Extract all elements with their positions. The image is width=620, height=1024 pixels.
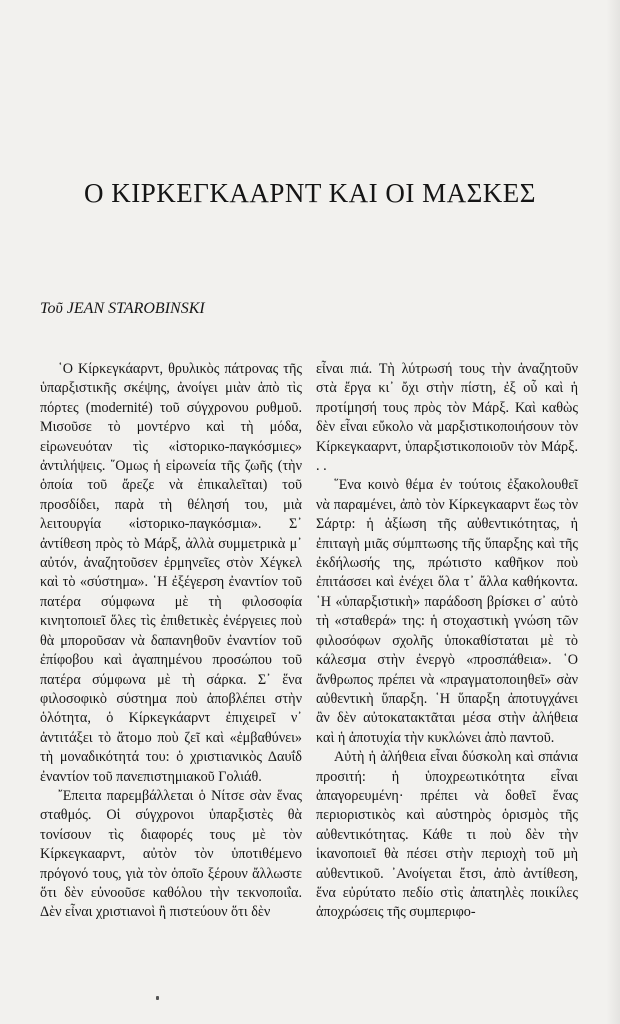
page-speck [156,996,159,1000]
paragraph: ῎Επειτα παρεμβάλλεται ὁ Νίτσε σὰν ἕνας σταθμός. Οἱ σύγχρονοι ὑπαρξιστὲς θὰ τονίσουν τὶς διαφορές τους μὲ τὸν Κίρκεγκααρντ, αὐτὸν τὸν ὑποτιθέμενο πρόγονό τους, γιὰ τὸν ὁποῖο ξέρουν ἄλλωστε ὅτι δὲν εὐνοοῦσε καθόλου τὴν τεκνοποιΐα. Δὲν εἶναι χριστιανοὶ ἢ πιστεύουν ὅτι δὲν [40,787,302,921]
paragraph: εἶναι πιά. Τὴ λύτρωσή τους τὴν ἀναζητοῦν στὰ ἔργα κι᾿ ὄχι στὴν πίστη, ἐξ οὗ καὶ ἡ προτίμησή τους πρὸς τὸν Μάρξ. Καὶ καθὼς δὲν εἶναι εὔκολο νὰ μαρξιστικοποιήσουν τὸν Κίρκεγκααρντ, ὑπαρξιστικοποιοῦν τὸν Μάρξ. . . [316,361,578,475]
paragraph: Αὐτὴ ἡ ἀλήθεια εἶναι δύσκολη καὶ σπάνια προσιτή: ἡ ὑποχρεωτικότητα εἶναι ἀπαγορευμένη· πρέπει νὰ δοθεῖ ἕνας περιοριστικὸς καὶ αὐστηρὸς ὁρισμὸς τῆς αὐθεντικότητας. Κάθε τι ποὺ δὲν τὴν ἱκανοποιεῖ θὰ πέσει στὴν περιοχὴ τοῦ μὴ αὐθεντικοῦ. ᾿Ανοίγεται ἔτσι, ἀπὸ ἀντίθεση, ἕνα εὐρύτατο πεδίο στὶς ἀπατηλὲς ποικίλες ἀποχρώσεις τῆς συμπεριφο- [316,749,578,921]
article-title: Ο ΚΙΡΚΕΓΚΑΑΡΝΤ ΚΑΙ ΟΙ ΜΑΣΚΕΣ [83,178,537,208]
left-text-column [40,360,302,923]
paragraph: ῞Ενα κοινὸ θέμα ἐν τούτοις ἐξακολουθεῖ νὰ παραμένει, ἀπὸ τὸν Κίρκεγκααρντ ἕως τὸν Σάρτρ: ἡ ἀξίωση τῆς αὐθεντικότητας, ἡ ἐπιταγὴ μιᾶς σύμπτωσης τῆς ὕπαρξης καὶ τῆς ἐκδήλωσής της, πρώτιστο καθῆκον ποὺ ἐπιτάσσει καὶ ἐνέχει ὅλα τ᾿ ἄλλα καθήκοντα. ῾Η «ὑπαρξιστικὴ» παράδοση βρίσκει σ᾿ αὐτὸ τὴ «σταθερά» της: ἡ στοχαστικὴ γνώση τῶν φιλοσόφων σχολῆς ὑποκαθίσταται μὲ τὸ κάλεσμα στὴν ἐνεργὸ «προσπάθεια». ῾Ο ἄνθρωπος πρέπει νὰ «πραγματοποιηθεῖ» σὰν αὐθεντικὴ ὕπαρξη. ῾Η ὕπαρξη ἀποτυγχάνει ἂν δὲν αὐτοκατακτᾶται μέσα στὴν ἀλήθεια καὶ ἡ ἀποτυχία τὴν κυκλώνει ἀπὸ παντοῦ. [316,477,578,746]
article-byline: Τοῦ JEAN STAROBINSKI [40,300,205,317]
paragraph: ῾Ο Κίρκεγκάαρντ, θρυλικὸς πάτρονας τῆς ὑπαρξιστικῆς σκέψης, ἀνοίγει μιὰν ἀπὸ τὶς πόρτες (modernité) τοῦ σύγχρονου ρυθμοῦ. Μισοῦσε τὸ μοντέρνο καὶ τὴ μόδα, εἰρωνευόταν τὶς «ἱστορικο-παγκόσμιες» ἀντιλήψεις. ῞Ομως ἡ εἰρωνεία τῆς ζωῆς (τὴν ὁποία τοῦ ἄρεζε νὰ ἐπικαλεῖται) τοῦ προσδίδει, παρὰ τὴ θέλησή του, μιὰ λειτουργία «ἱστορικο-παγκόσμια». Σ᾿ ἀντίθεση πρὸς τὸ Μάρξ, ἀλλὰ συμμετρικὰ μ᾿ αὐτόν, ἀναζητοῦσεν ἐρμηνεῖες στὸν Χέγκελ καὶ τὸ «σύστημα». ῾Η ἐξέγερση ἐναντίον τοῦ πατέρα σύμφωνα μὲ τὴ φιλοσοφία κινητοποιεῖ ὅλες τὶς ἐπιθετικὲς ἐνέργειες ποὺ θὰ μποροῦσαν νὰ δαπανηθοῦν ἐναντίον τοῦ ἐπίφοβου καὶ ἀγαπημένου προσώπου τοῦ πατέρα σύμφωνα μὲ τὴ σάρκα. Σ᾿ ἕνα φιλοσοφικὸ σύστημα ποὺ ἀποβλέπει στὴν ὁλότητα, ὁ Κίρκεγκάαρντ ἐπιχειρεῖ ν᾿ ἀντιτάξει τὸ ἄτομο ποὺ ζεῖ καὶ «ἐμβαθύνει» τὴ μοναδικότητά του: ὁ χριστιανικὸς Δαυΐδ ἐναντίον τοῦ πανεπιστημιακοῦ Γολιάθ. [40,361,302,785]
right-text-column [316,360,578,923]
page-edge-shadow [606,0,620,1024]
